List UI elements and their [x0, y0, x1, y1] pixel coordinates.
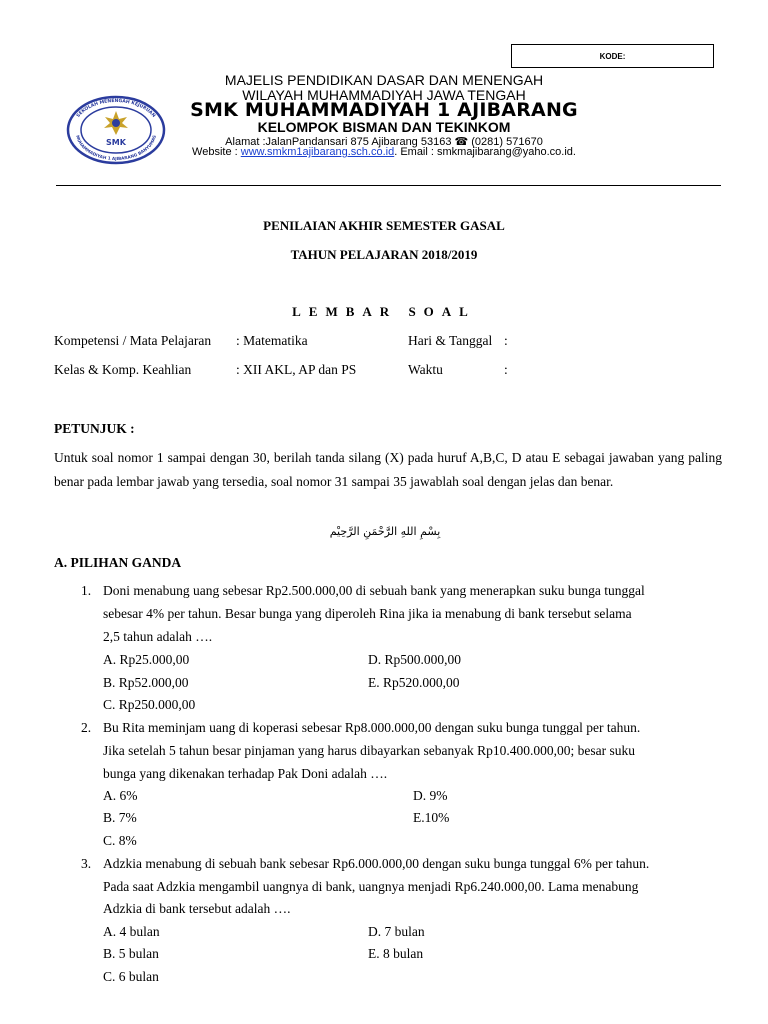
option-e: E.10% — [413, 810, 450, 825]
school-contact — [184, 146, 584, 158]
logo-center-text: SMK — [106, 138, 126, 147]
option-e: E. 8 bulan — [368, 946, 424, 961]
option-d: D. 9% — [413, 788, 448, 803]
kompetensi-label: Kompetensi / Mata Pelajaran — [54, 333, 212, 348]
school-address: Alamat :JalanPandansari 875 Ajibarang 53163 ☎ (0281) 571670 — [225, 136, 543, 148]
kelas-value: : XII AKL, AP dan PS — [236, 362, 357, 377]
header-line-2: WILAYAH MUHAMMADIYAH JAWA TENGAH — [242, 87, 526, 103]
logo-top-text: SEKOLAH MENENGAH KEJURUAN — [76, 98, 156, 119]
waktu-value: : — [504, 362, 508, 377]
hari-value: : — [504, 333, 508, 348]
basmalah: بِسْمِ اللهِ الرَّحْمَنِ الرَّحِيْم — [329, 525, 441, 538]
logo-bottom-text: MUHAMMADIYAH 1 AJIBARANG BANYUMAS — [75, 134, 157, 162]
section-a-heading: A. PILIHAN GANDA — [54, 555, 182, 570]
kode-box — [511, 44, 714, 68]
school-name: SMK MUHAMMADIYAH 1 AJIBARANG — [190, 99, 578, 121]
question-line: Doni menabung uang sebesar Rp2.500.000,00 di sebuah bank yang menerapkan suku bunga tunggal — [103, 583, 645, 598]
school-logo-icon — [66, 95, 166, 165]
option-b: B. 5 bulan — [103, 946, 159, 961]
option-a: A. 6% — [103, 788, 138, 803]
option-a: A. 4 bulan — [103, 924, 160, 939]
option-e: E. Rp520.000,00 — [368, 675, 460, 690]
exam-year: TAHUN PELAJARAN 2018/2019 — [290, 247, 478, 262]
question-number: 1. — [81, 583, 92, 598]
website-link[interactable]: www.smkm1ajibarang.sch.co.id — [240, 146, 395, 158]
question-line: Adzkia di bank tersebut adalah …. — [103, 901, 291, 916]
question-line: 2,5 tahun adalah …. — [103, 629, 213, 644]
header-divider — [56, 185, 721, 186]
kelas-label: Kelas & Komp. Keahlian — [54, 362, 192, 377]
petunjuk-label: PETUNJUK : — [54, 421, 135, 436]
option-c: C. Rp250.000,00 — [103, 697, 196, 712]
question-line: Adzkia menabung di sebuah bank sebesar Rp6.000.000,00 dengan suku bunga tunggal 6% per tahun. — [103, 856, 650, 871]
option-b: B. Rp52.000,00 — [103, 675, 189, 690]
option-d: D. 7 bulan — [368, 924, 425, 939]
question-line: Pada saat Adzkia mengambil uangnya di bank, uangnya menjadi Rp6.240.000,00. Lama menabung — [103, 879, 639, 894]
option-c: C. 6 bulan — [103, 969, 159, 984]
question-line: sebesar 4% per tahun. Besar bunga yang diperoleh Rina jika ia menabung di bank tersebut selama — [103, 606, 632, 621]
question-number: 2. — [81, 720, 92, 735]
question-number: 3. — [81, 856, 92, 871]
petunjuk-text: Untuk soal nomor 1 sampai dengan 30, berilah tanda silang (X) pada huruf A,B,C, D atau E sebagai jawaban yang paling benar pada lembar jawab yang tersedia, soal nomor 31 sampai 35 jawablah soal dengan jelas dan benar. — [54, 450, 722, 489]
exam-title: PENILAIAN AKHIR SEMESTER GASAL — [263, 218, 505, 233]
option-c: C. 8% — [103, 833, 137, 848]
option-d: D. Rp500.000,00 — [368, 652, 462, 667]
email-text: . Email : smkmajibarang@yaho.co.id. — [394, 146, 576, 158]
option-b: B. 7% — [103, 810, 137, 825]
school-group: KELOMPOK BISMAN DAN TEKINKOM — [257, 119, 511, 135]
question-line: Bu Rita meminjam uang di koperasi sebesar Rp8.000.000,00 dengan suku bunga tunggal per tahun. — [103, 720, 641, 735]
option-a: A. Rp25.000,00 — [103, 652, 190, 667]
website-label: Website : — [192, 146, 241, 158]
waktu-label: Waktu — [408, 362, 443, 377]
hari-label: Hari & Tanggal — [408, 333, 493, 348]
lembar-soal-heading: LEMBAR SOAL — [292, 304, 476, 319]
question-line: bunga yang dikenakan terhadap Pak Doni adalah …. — [103, 766, 388, 781]
kompetensi-value: : Matematika — [236, 333, 308, 348]
header-line-1: MAJELIS PENDIDIKAN DASAR DAN MENENGAH — [224, 72, 544, 88]
question-line: Jika setelah 5 tahun besar pinjaman yang harus dibayarkan sebanyak Rp10.400.000,00; besar suku — [103, 743, 635, 758]
kode-label: KODE: — [599, 52, 626, 61]
